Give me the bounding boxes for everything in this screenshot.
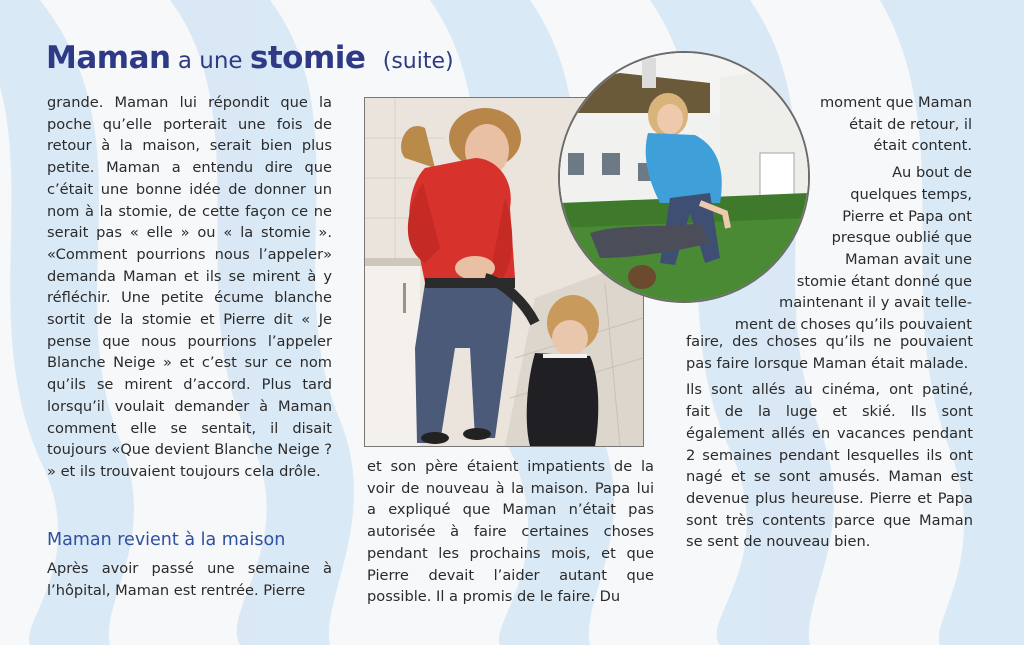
title-maman: Maman (46, 40, 171, 76)
col1-paragraph: grande. Maman lui répondit que la poche qu’elle porterait une fois de retour à la maison, serait bien plus petite. Maman a entendu dire que c’était une bonne idée de donner un nom à la stomie, de cette façon ce ne serait pas « elle » ou « la stomie ». «Comment pourrions nous l’appeler» demanda Maman et ils se mirent à y réfléchir. Une petite écume blanche sortit de la stomie et Pierre dit « Je pense que nous pourrions l’appeler Blanche Neige » et c’est sur ce nom qu’ils se mirent d’accord. Plus tard lorsqu’il voulait demander à Maman comment elle se sentait, il disait toujours «Que devient Blanche Neige ? » et ils trouvaient toujours cela drôle. (47, 94, 332, 480)
col3-line-6: Pierre et Papa ont (842, 207, 972, 225)
col2-paragraph: et son père étaient impatients de la voir de nouveau à la maison. Papa lui a expliqué que Maman n’était pas autorisée à faire certaines choses pendant les prochains mois, et que Pierre devait l’aider autant que possible. Il a promis de le faire. Du (367, 458, 654, 606)
column-3-top (700, 92, 972, 336)
page-title (46, 40, 454, 77)
section-heading: Maman revient à la maison (47, 530, 286, 550)
title-a-une: a une (177, 48, 243, 74)
col3-line-1: moment que Maman (819, 94, 972, 111)
col3-paragraph-2: Ils sont allés au cinéma, ont patiné, fait de la luge et skié. Ils sont également allés en vacances pendant 2 semaines pendant lesquelles ils ont nagé et se sont amusés. Maman est devenue plus heureuse. Pierre et Papa sont très contents parce que Maman se sent de nouveau bien. (686, 381, 973, 551)
col1b-paragraph: Après avoir passé une semaine à l’hôpital, Maman est rentrée. Pierre (47, 560, 332, 599)
column-1 (47, 92, 332, 483)
col3-continuation: faire, des choses qu’ils ne pouvaient pas faire lorsque Maman était malade. (686, 333, 973, 372)
col3-line-11: ment de choses qu’ils pouvaient (734, 316, 972, 334)
col3-line-2: était de retour, il (849, 115, 972, 133)
col3-line-7: presque oublié que (831, 229, 972, 247)
col3-line-9: stomie étant donné que (796, 272, 972, 290)
col3-line-8: Maman avait une (845, 250, 972, 268)
col3-line-5: quelques temps, (850, 185, 972, 203)
column-3-bottom (686, 331, 973, 553)
column-2 (367, 456, 654, 608)
col3-line-10: maintenant il y avait telle- (779, 294, 972, 312)
title-stomie: stomie (249, 40, 366, 76)
col3-line-4: Au bout de (892, 164, 972, 182)
title-suite: (suite) (382, 49, 454, 74)
column-1-section (47, 558, 332, 601)
col3-line-3: était content. (873, 137, 972, 155)
